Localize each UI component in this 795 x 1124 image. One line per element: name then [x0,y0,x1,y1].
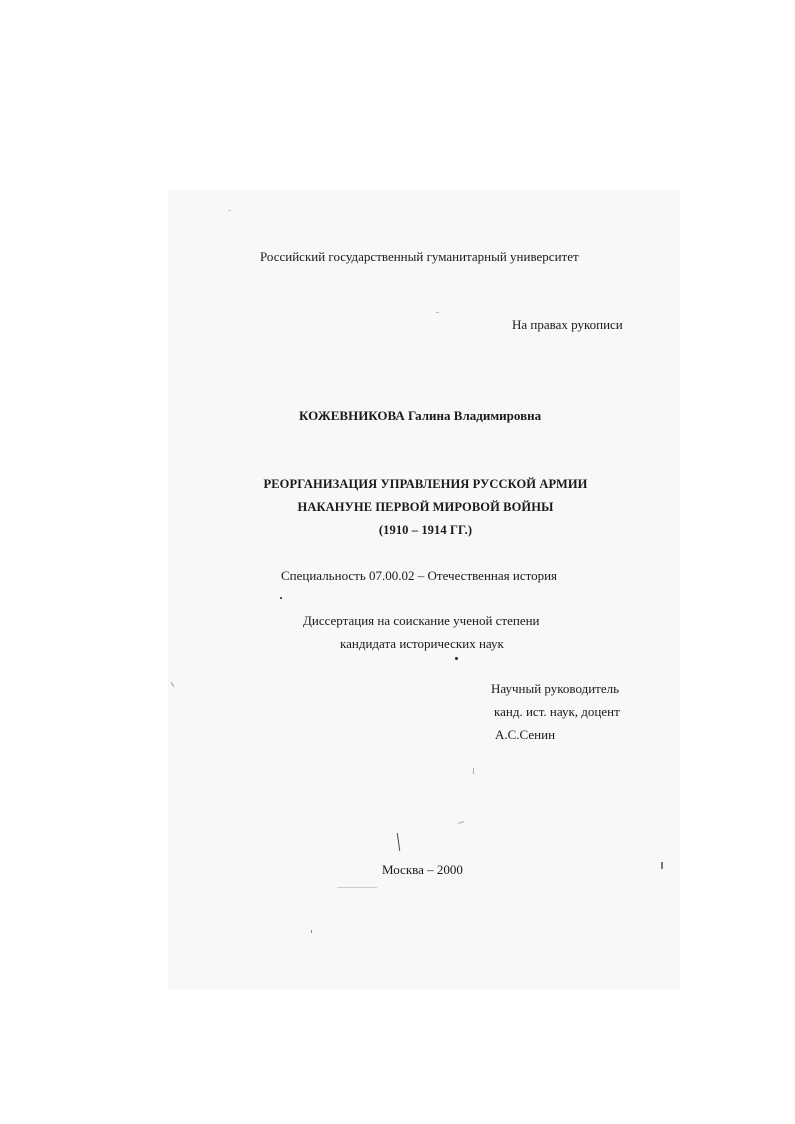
author-given-names: Галина Владимировна [408,408,542,423]
scan-speck [436,312,439,313]
title-line-2: НАКАНУНЕ ПЕРВОЙ МИРОВОЙ ВОЙНЫ [297,500,554,514]
scan-speck [473,768,474,774]
degree-line-2: кандидата исторических наук [340,636,504,651]
degree-line-1: Диссертация на соискание ученой степени [303,613,540,628]
title-line-3: (1910 – 1914 ГГ.) [378,523,473,537]
scan-speck [337,887,377,888]
supervisor-name: А.С.Сенин [495,727,556,742]
supervisor-label: Научный руководитель [491,681,620,696]
specialty: Специальность 07.00.02 – Отечественная история [281,568,558,583]
scan-speck [661,862,663,869]
title-line-1: РЕОРГАНИЗАЦИЯ УПРАВЛЕНИЯ РУССКОЙ АРМИИ [263,477,588,491]
university-name: Российский государственный гуманитарный университет [260,249,579,264]
scan-speck [280,597,282,599]
scan-speck [455,657,458,660]
author-surname: КОЖЕВНИКОВА [299,408,405,423]
author-name [299,408,541,424]
manuscript-rights-note: На правах рукописи [512,317,623,332]
scan-speck [228,210,231,211]
scan-speck [311,930,312,933]
supervisor-credentials: канд. ист. наук, доцент [494,704,620,719]
place-and-year: Москва – 2000 [382,862,463,877]
